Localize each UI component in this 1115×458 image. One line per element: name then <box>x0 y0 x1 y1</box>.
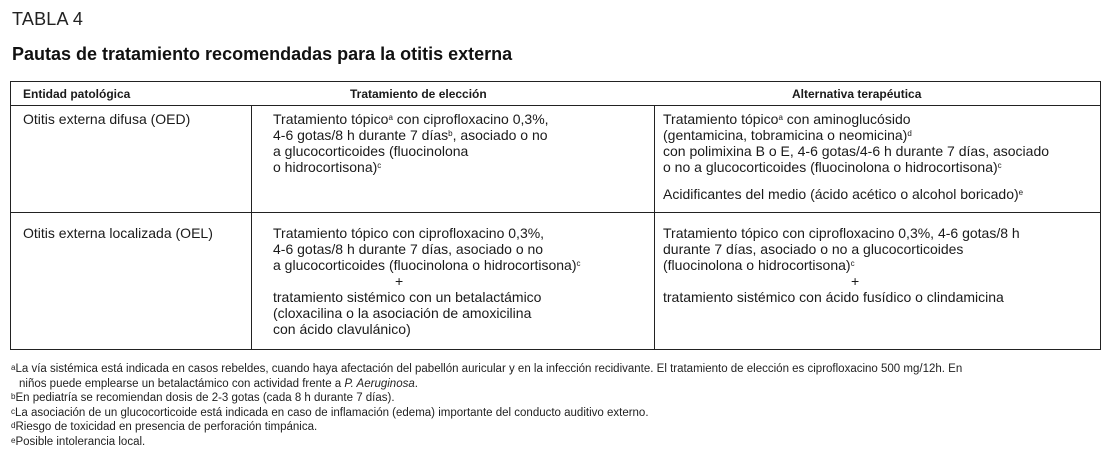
header-treatment: Tratamiento de elección <box>350 87 487 101</box>
alternative-line: o no a glucocorticoides (fluocinolona o hidrocortisona)$^c$ <box>663 159 1002 175</box>
alternative-line: durante 7 días, asociado o no a glucocorticoides <box>663 241 964 257</box>
alternative-line: tratamiento sistémico con ácido fusídico o clindamicina <box>663 289 1004 305</box>
row-oed-entity <box>23 111 248 127</box>
treatment-line: Tratamiento tópico$^a$ con ciprofloxacino 0,3%, <box>273 111 549 127</box>
row-oel-entity <box>23 225 248 241</box>
treatment-line: con ácido clavulánico) <box>273 321 411 337</box>
header-entity: Entidad patológica <box>23 87 131 101</box>
alternative-line: Tratamiento tópico con ciprofloxacino 0,3%, 4-6 gotas/8 h <box>663 225 1020 241</box>
footnote-a: $^a$La vía sistémica está indicada en casos rebeldes, cuando haya afectación del pabellón auricular y en la infección recidivante. El tratamiento de elección es ciprofloxacino 500 mg/12h. En <box>11 363 963 375</box>
plus-sign: + <box>851 273 860 289</box>
header-divider <box>11 105 1100 106</box>
row-oel-treatment <box>273 225 651 337</box>
footnote-e: $^e$Posible intolerancia local. <box>11 435 146 448</box>
row-oed-alternative <box>663 111 1098 202</box>
footnote-c: $^c$La asociación de un glucocorticoide está indicada en caso de inflamación (edema) importante del conducto auditivo externo. <box>11 406 649 419</box>
row-divider <box>11 212 1100 213</box>
footnote-a-continued: niños puede emplearse un betalactámico con actividad frente a P. Aeruginosa. <box>19 377 418 390</box>
treatment-line: tratamiento sistémico con un betalactámico <box>273 289 542 305</box>
treatment-line: Tratamiento tópico con ciprofloxacino 0,3%, <box>273 225 545 241</box>
alternative-line: Tratamiento tópico$^a$ con aminoglucósido <box>663 111 911 127</box>
treatment-line: 4-6 gotas/8 h durante 7 días, asociado o no <box>273 241 544 257</box>
table-label: TABLA 4 <box>12 9 84 29</box>
row-oel-alternative <box>663 225 1098 305</box>
table-title: Pautas de tratamiento recomendadas para la otitis externa <box>12 44 513 64</box>
alternative-line: (gentamicina, tobramicina o neomicina)$^d$ <box>663 127 912 143</box>
treatment-line: a glucocorticoides (fluocinolona <box>273 143 469 159</box>
footnote-d: $^d$Riesgo de toxicidad en presencia de perforación timpánica. <box>11 421 318 433</box>
row-oed-treatment <box>273 111 651 175</box>
column-divider-1 <box>251 105 252 349</box>
treatment-line: a glucocorticoides (fluocinolona o hidrocortisona)$^c$ <box>273 257 581 273</box>
footnotes <box>11 362 1106 449</box>
alternative-line: Acidificantes del medio (ácido acético o alcohol boricado)$^e$ <box>663 186 1024 202</box>
column-divider-2 <box>654 105 655 349</box>
footnote-b: $^b$En pediatría se recomiendan dosis de 2-3 gotas (cada 8 h durante 7 días). <box>11 392 395 404</box>
treatment-line: 4-6 gotas/8 h durante 7 días$^b$, asociado o no <box>273 127 548 143</box>
alternative-line: con polimixina B o E, 4-6 gotas/4-6 h durante 7 días, asociado <box>663 143 1050 159</box>
header-alternative: Alternativa terapéutica <box>792 87 922 101</box>
treatment-line: o hidrocortisona)$^c$ <box>273 159 382 175</box>
entity-text: Otitis externa localizada (OEL) <box>23 225 213 241</box>
treatment-line: (cloxacilina o la asociación de amoxicilina <box>273 305 532 321</box>
entity-text: Otitis externa difusa (OED) <box>23 111 191 127</box>
treatment-table <box>10 81 1101 350</box>
alternative-line: (fluocinolona o hidrocortisona)$^c$ <box>663 257 855 273</box>
plus-sign: + <box>395 273 404 289</box>
